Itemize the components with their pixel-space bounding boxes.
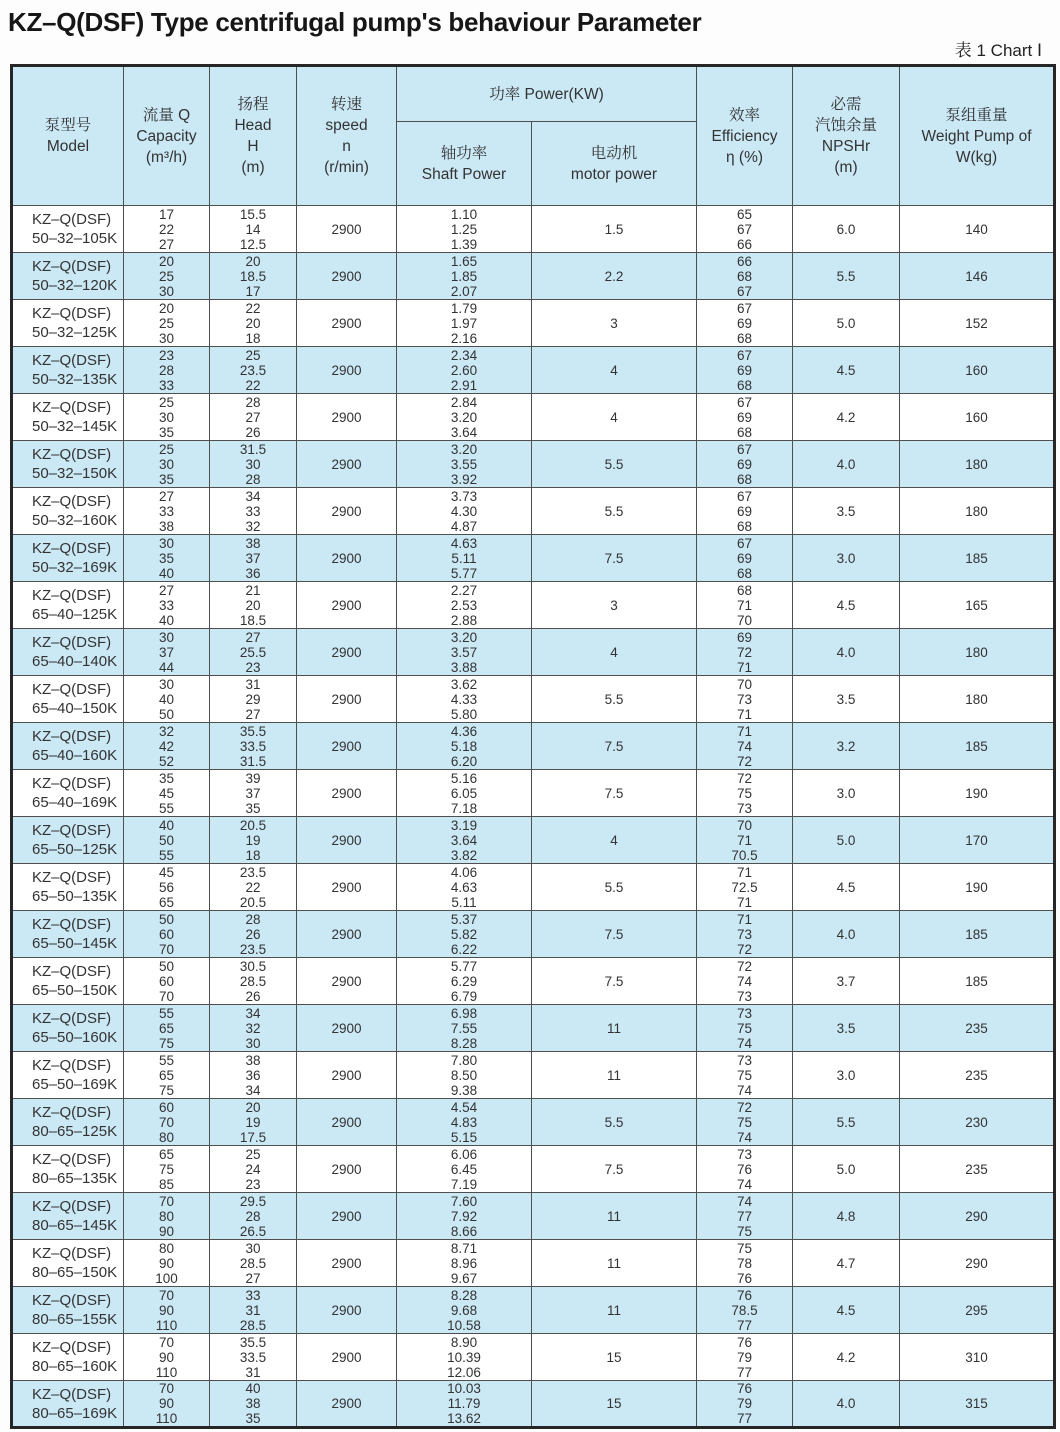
capacity-cell: 70 90 110 [124,1381,210,1428]
weight-cell: 152 [900,300,1055,347]
shaft-power-cell: 3.73 4.30 4.87 [397,488,532,535]
shaft-power-cell: 6.06 6.45 7.19 [397,1146,532,1193]
npshr-cell: 3.5 [793,488,900,535]
weight-cell: 185 [900,911,1055,958]
efficiency-cell: 75 78 76 [697,1240,793,1287]
motor-power-cell: 7.5 [532,723,697,770]
motor-power-cell: 4 [532,629,697,676]
table-row [12,253,1055,300]
weight-cell: 235 [900,1146,1055,1193]
capacity-cell: 27 33 38 [124,488,210,535]
motor-power-cell: 11 [532,1287,697,1334]
shaft-power-cell: 8.90 10.39 12.06 [397,1334,532,1381]
weight-cell: 235 [900,1005,1055,1052]
weight-cell: 295 [900,1287,1055,1334]
header-npshr: 必需 汽蚀余量 NPSHr (m) [793,66,900,206]
head-cell: 31.5 30 28 [210,441,297,488]
capacity-cell: 50 60 70 [124,911,210,958]
weight-cell: 180 [900,488,1055,535]
capacity-cell: 27 33 40 [124,582,210,629]
npshr-cell: 4.0 [793,629,900,676]
speed-cell: 2900 [297,1052,397,1099]
weight-cell: 185 [900,723,1055,770]
table-row [12,817,1055,864]
motor-power-cell: 15 [532,1334,697,1381]
model-cell: KZ–Q(DSF) 50–32–145K [12,394,124,441]
speed-cell: 2900 [297,394,397,441]
table-row [12,1052,1055,1099]
motor-power-cell: 4 [532,817,697,864]
shaft-power-cell: 3.20 3.57 3.88 [397,629,532,676]
capacity-cell: 55 65 75 [124,1005,210,1052]
npshr-cell: 4.5 [793,864,900,911]
efficiency-cell: 67 69 68 [697,535,793,582]
table-row [12,1334,1055,1381]
weight-cell: 160 [900,347,1055,394]
capacity-cell: 25 30 35 [124,441,210,488]
motor-power-cell: 11 [532,1240,697,1287]
model-cell: KZ–Q(DSF) 65–50–145K [12,911,124,958]
npshr-cell: 4.0 [793,911,900,958]
model-cell: KZ–Q(DSF) 65–40–169K [12,770,124,817]
speed-cell: 2900 [297,958,397,1005]
shaft-power-cell: 8.28 9.68 10.58 [397,1287,532,1334]
motor-power-cell: 4 [532,394,697,441]
header-capacity: 流量 Q Capacity (m³/h) [124,66,210,206]
table-row [12,441,1055,488]
npshr-cell: 4.8 [793,1193,900,1240]
motor-power-cell: 5.5 [532,676,697,723]
model-cell: KZ–Q(DSF) 65–40–140K [12,629,124,676]
table-body [12,206,1055,1428]
speed-cell: 2900 [297,488,397,535]
efficiency-cell: 67 69 68 [697,347,793,394]
table-row [12,1240,1055,1287]
weight-cell: 230 [900,1099,1055,1146]
capacity-cell: 17 22 27 [124,206,210,253]
table-row [12,629,1055,676]
npshr-cell: 5.5 [793,253,900,300]
speed-cell: 2900 [297,1287,397,1334]
motor-power-cell: 5.5 [532,864,697,911]
npshr-cell: 5.5 [793,1099,900,1146]
head-cell: 34 32 30 [210,1005,297,1052]
header-model: 泵型号 Model [12,66,124,206]
efficiency-cell: 73 75 74 [697,1052,793,1099]
shaft-power-cell: 3.19 3.64 3.82 [397,817,532,864]
capacity-cell: 60 70 80 [124,1099,210,1146]
motor-power-cell: 3 [532,582,697,629]
shaft-power-cell: 7.60 7.92 8.66 [397,1193,532,1240]
npshr-cell: 3.7 [793,958,900,1005]
head-cell: 28 27 26 [210,394,297,441]
weight-cell: 190 [900,864,1055,911]
efficiency-cell: 68 71 70 [697,582,793,629]
head-cell: 40 38 35 [210,1381,297,1428]
head-cell: 34 33 32 [210,488,297,535]
head-cell: 29.5 28 26.5 [210,1193,297,1240]
npshr-cell: 5.0 [793,300,900,347]
efficiency-cell: 70 73 71 [697,676,793,723]
table-row [12,1193,1055,1240]
efficiency-cell: 72 75 73 [697,770,793,817]
speed-cell: 2900 [297,300,397,347]
efficiency-cell: 76 79 77 [697,1334,793,1381]
motor-power-cell: 7.5 [532,911,697,958]
table-row [12,206,1055,253]
motor-power-cell: 2.2 [532,253,697,300]
capacity-cell: 70 80 90 [124,1193,210,1240]
model-cell: KZ–Q(DSF) 50–32–169K [12,535,124,582]
weight-cell: 235 [900,1052,1055,1099]
motor-power-cell: 7.5 [532,770,697,817]
table-row [12,676,1055,723]
speed-cell: 2900 [297,347,397,394]
motor-power-cell: 15 [532,1381,697,1428]
table-row [12,911,1055,958]
capacity-cell: 45 56 65 [124,864,210,911]
model-cell: KZ–Q(DSF) 80–65–169K [12,1381,124,1428]
header-power-group: 功率 Power(KW) [397,66,697,122]
model-cell: KZ–Q(DSF) 65–40–160K [12,723,124,770]
capacity-cell: 30 35 40 [124,535,210,582]
head-cell: 15.5 14 12.5 [210,206,297,253]
table-row [12,488,1055,535]
model-cell: KZ–Q(DSF) 65–50–125K [12,817,124,864]
speed-cell: 2900 [297,1334,397,1381]
efficiency-cell: 65 67 66 [697,206,793,253]
shaft-power-cell: 7.80 8.50 9.38 [397,1052,532,1099]
speed-cell: 2900 [297,253,397,300]
speed-cell: 2900 [297,1381,397,1428]
npshr-cell: 3.5 [793,1005,900,1052]
npshr-cell: 5.0 [793,817,900,864]
efficiency-cell: 74 77 75 [697,1193,793,1240]
weight-cell: 185 [900,958,1055,1005]
head-cell: 39 37 35 [210,770,297,817]
model-cell: KZ–Q(DSF) 50–32–150K [12,441,124,488]
shaft-power-cell: 3.20 3.55 3.92 [397,441,532,488]
model-cell: KZ–Q(DSF) 50–32–120K [12,253,124,300]
speed-cell: 2900 [297,1146,397,1193]
head-cell: 25 23.5 22 [210,347,297,394]
head-cell: 30 28.5 27 [210,1240,297,1287]
speed-cell: 2900 [297,1240,397,1287]
motor-power-cell: 4 [532,347,697,394]
shaft-power-cell: 4.06 4.63 5.11 [397,864,532,911]
capacity-cell: 55 65 75 [124,1052,210,1099]
capacity-cell: 20 25 30 [124,300,210,347]
speed-cell: 2900 [297,817,397,864]
shaft-power-cell: 4.54 4.83 5.15 [397,1099,532,1146]
speed-cell: 2900 [297,864,397,911]
weight-cell: 160 [900,394,1055,441]
model-cell: KZ–Q(DSF) 65–40–125K [12,582,124,629]
motor-power-cell: 7.5 [532,1146,697,1193]
head-cell: 22 20 18 [210,300,297,347]
shaft-power-cell: 4.63 5.11 5.77 [397,535,532,582]
npshr-cell: 4.5 [793,1287,900,1334]
efficiency-cell: 71 73 72 [697,911,793,958]
npshr-cell: 3.0 [793,535,900,582]
weight-cell: 290 [900,1193,1055,1240]
shaft-power-cell: 2.34 2.60 2.91 [397,347,532,394]
motor-power-cell: 11 [532,1193,697,1240]
efficiency-cell: 73 76 74 [697,1146,793,1193]
header-speed: 转速 speed n (r/min) [297,66,397,206]
header-head: 扬程 Head H (m) [210,66,297,206]
speed-cell: 2900 [297,676,397,723]
motor-power-cell: 1.5 [532,206,697,253]
model-cell: KZ–Q(DSF) 50–32–125K [12,300,124,347]
motor-power-cell: 5.5 [532,488,697,535]
table-row [12,770,1055,817]
table-row [12,1146,1055,1193]
head-cell: 30.5 28.5 26 [210,958,297,1005]
table-row [12,1005,1055,1052]
head-cell: 20 19 17.5 [210,1099,297,1146]
efficiency-cell: 67 69 68 [697,488,793,535]
header-weight: 泵组重量 Weight Pump of W(kg) [900,66,1055,206]
weight-cell: 140 [900,206,1055,253]
speed-cell: 2900 [297,441,397,488]
efficiency-cell: 71 74 72 [697,723,793,770]
npshr-cell: 4.0 [793,1381,900,1428]
npshr-cell: 3.2 [793,723,900,770]
efficiency-cell: 67 69 68 [697,394,793,441]
capacity-cell: 30 37 44 [124,629,210,676]
npshr-cell: 3.0 [793,770,900,817]
capacity-cell: 40 50 55 [124,817,210,864]
table-row [12,958,1055,1005]
shaft-power-cell: 1.10 1.25 1.39 [397,206,532,253]
efficiency-cell: 76 79 77 [697,1381,793,1428]
weight-cell: 170 [900,817,1055,864]
head-cell: 27 25.5 23 [210,629,297,676]
header-motor-power: 电动机 motor power [532,122,697,206]
model-cell: KZ–Q(DSF) 80–65–125K [12,1099,124,1146]
efficiency-cell: 67 69 68 [697,441,793,488]
model-cell: KZ–Q(DSF) 65–50–150K [12,958,124,1005]
pump-parameter-table [10,64,1056,1429]
head-cell: 25 24 23 [210,1146,297,1193]
page-title: KZ–Q(DSF) Type centrifugal pump's behaviour Parameter [8,7,702,37]
table-row [12,582,1055,629]
speed-cell: 2900 [297,206,397,253]
weight-cell: 185 [900,535,1055,582]
shaft-power-cell: 5.37 5.82 6.22 [397,911,532,958]
shaft-power-cell: 5.16 6.05 7.18 [397,770,532,817]
npshr-cell: 4.5 [793,347,900,394]
capacity-cell: 35 45 55 [124,770,210,817]
speed-cell: 2900 [297,770,397,817]
head-cell: 35.5 33.5 31 [210,1334,297,1381]
weight-cell: 310 [900,1334,1055,1381]
shaft-power-cell: 5.77 6.29 6.79 [397,958,532,1005]
shaft-power-cell: 10.03 11.79 13.62 [397,1381,532,1428]
motor-power-cell: 7.5 [532,958,697,1005]
weight-cell: 165 [900,582,1055,629]
head-cell: 38 37 36 [210,535,297,582]
head-cell: 20.5 19 18 [210,817,297,864]
head-cell: 21 20 18.5 [210,582,297,629]
motor-power-cell: 11 [532,1005,697,1052]
head-cell: 38 36 34 [210,1052,297,1099]
capacity-cell: 30 40 50 [124,676,210,723]
weight-cell: 315 [900,1381,1055,1428]
capacity-cell: 80 90 100 [124,1240,210,1287]
npshr-cell: 4.0 [793,441,900,488]
npshr-cell: 6.0 [793,206,900,253]
shaft-power-cell: 3.62 4.33 5.80 [397,676,532,723]
motor-power-cell: 5.5 [532,1099,697,1146]
head-cell: 23.5 22 20.5 [210,864,297,911]
table-row [12,1381,1055,1428]
efficiency-cell: 73 75 74 [697,1005,793,1052]
shaft-power-cell: 2.27 2.53 2.88 [397,582,532,629]
head-cell: 35.5 33.5 31.5 [210,723,297,770]
npshr-cell: 3.0 [793,1052,900,1099]
table-row [12,394,1055,441]
shaft-power-cell: 8.71 8.96 9.67 [397,1240,532,1287]
shaft-power-cell: 1.79 1.97 2.16 [397,300,532,347]
efficiency-cell: 72 75 74 [697,1099,793,1146]
capacity-cell: 50 60 70 [124,958,210,1005]
head-cell: 20 18.5 17 [210,253,297,300]
motor-power-cell: 7.5 [532,535,697,582]
table-header [12,66,1055,206]
npshr-cell: 4.5 [793,582,900,629]
model-cell: KZ–Q(DSF) 80–65–145K [12,1193,124,1240]
capacity-cell: 70 90 110 [124,1334,210,1381]
shaft-power-cell: 2.84 3.20 3.64 [397,394,532,441]
model-cell: KZ–Q(DSF) 50–32–135K [12,347,124,394]
shaft-power-cell: 4.36 5.18 6.20 [397,723,532,770]
table-row [12,1099,1055,1146]
efficiency-cell: 71 72.5 71 [697,864,793,911]
speed-cell: 2900 [297,723,397,770]
speed-cell: 2900 [297,582,397,629]
speed-cell: 2900 [297,1099,397,1146]
npshr-cell: 4.2 [793,1334,900,1381]
model-cell: KZ–Q(DSF) 65–50–135K [12,864,124,911]
npshr-cell: 5.0 [793,1146,900,1193]
table-row [12,1287,1055,1334]
capacity-cell: 70 90 110 [124,1287,210,1334]
capacity-cell: 23 28 33 [124,347,210,394]
model-cell: KZ–Q(DSF) 65–50–169K [12,1052,124,1099]
model-cell: KZ–Q(DSF) 65–50–160K [12,1005,124,1052]
efficiency-cell: 69 72 71 [697,629,793,676]
model-cell: KZ–Q(DSF) 50–32–160K [12,488,124,535]
capacity-cell: 65 75 85 [124,1146,210,1193]
model-cell: KZ–Q(DSF) 80–65–135K [12,1146,124,1193]
table-row [12,723,1055,770]
model-cell: KZ–Q(DSF) 65–40–150K [12,676,124,723]
shaft-power-cell: 1.65 1.85 2.07 [397,253,532,300]
npshr-cell: 4.2 [793,394,900,441]
head-cell: 33 31 28.5 [210,1287,297,1334]
table-row [12,535,1055,582]
capacity-cell: 20 25 30 [124,253,210,300]
chart-index-label: 表 1 Chart Ⅰ [954,41,1042,60]
header-shaft-power: 轴功率 Shaft Power [397,122,532,206]
efficiency-cell: 76 78.5 77 [697,1287,793,1334]
efficiency-cell: 66 68 67 [697,253,793,300]
table-row [12,864,1055,911]
motor-power-cell: 11 [532,1052,697,1099]
motor-power-cell: 5.5 [532,441,697,488]
model-cell: KZ–Q(DSF) 50–32–105K [12,206,124,253]
speed-cell: 2900 [297,1193,397,1240]
table-row [12,347,1055,394]
weight-cell: 180 [900,629,1055,676]
weight-cell: 190 [900,770,1055,817]
model-cell: KZ–Q(DSF) 80–65–155K [12,1287,124,1334]
model-cell: KZ–Q(DSF) 80–65–160K [12,1334,124,1381]
speed-cell: 2900 [297,1005,397,1052]
capacity-cell: 32 42 52 [124,723,210,770]
weight-cell: 290 [900,1240,1055,1287]
speed-cell: 2900 [297,629,397,676]
motor-power-cell: 3 [532,300,697,347]
speed-cell: 2900 [297,911,397,958]
efficiency-cell: 67 69 68 [697,300,793,347]
speed-cell: 2900 [297,535,397,582]
weight-cell: 146 [900,253,1055,300]
npshr-cell: 3.5 [793,676,900,723]
npshr-cell: 4.7 [793,1240,900,1287]
head-cell: 28 26 23.5 [210,911,297,958]
table-row [12,300,1055,347]
head-cell: 31 29 27 [210,676,297,723]
weight-cell: 180 [900,441,1055,488]
header-efficiency: 效率 Efficiency η (%) [697,66,793,206]
capacity-cell: 25 30 35 [124,394,210,441]
weight-cell: 180 [900,676,1055,723]
efficiency-cell: 72 74 73 [697,958,793,1005]
model-cell: KZ–Q(DSF) 80–65–150K [12,1240,124,1287]
shaft-power-cell: 6.98 7.55 8.28 [397,1005,532,1052]
efficiency-cell: 70 71 70.5 [697,817,793,864]
